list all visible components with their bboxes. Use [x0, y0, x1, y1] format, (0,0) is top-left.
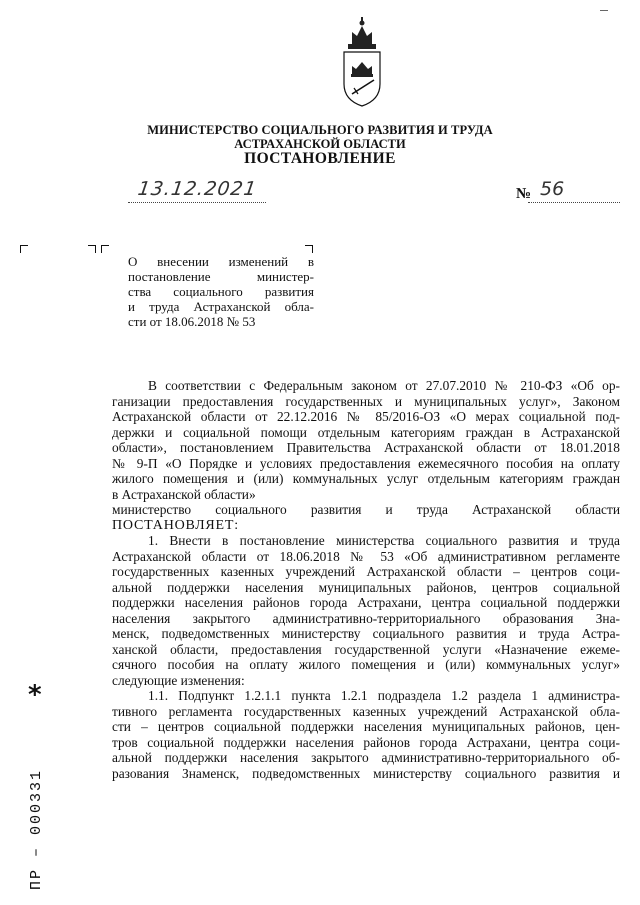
document-date: 13.12.2021	[136, 178, 259, 200]
item11-line: разования Знаменск, подведомственных министерству социального развития и	[112, 765, 620, 781]
body-line: держки и социальной помощи отдельным категориям граждан в Астраханской	[112, 424, 620, 440]
body-line: в Астраханской области»	[112, 486, 256, 502]
item1-line: альной поддержки населения муниципальных районов, центров социальной	[112, 579, 620, 595]
number-sign: №	[516, 186, 532, 202]
subject-line: и труда Астраханской обла-	[128, 299, 314, 314]
item11-line: альной поддержки населения закрытого административно-территориального об-	[112, 750, 620, 765]
corner-tick-mid-right	[88, 245, 96, 253]
ministry-title-line2: АСТРАХАНСКОЙ ОБЛАСТИ	[234, 137, 406, 151]
date-underline	[128, 202, 266, 203]
subject-line: постановление министер-	[128, 269, 314, 284]
item1-line: государственных казенных учреждений Астраханской области – центров соци-	[112, 564, 620, 579]
subject-line: О внесении изменений в	[128, 254, 314, 269]
item1-line: следующие изменения:	[112, 672, 245, 688]
side-code-text: ПР – 000331	[28, 768, 45, 890]
item11-line: тров социальной поддержки населения районов города Астрахани, центра соци-	[112, 734, 620, 750]
item1-line: менск, подведомственных министерству социального развития и труда Астра-	[112, 626, 620, 641]
body-line: ганизации предоставления государственных и муниципальных услуг», Законом	[112, 393, 620, 409]
item1-line: 1. Внести в постановление министерства социального развития и труда	[148, 533, 620, 548]
body-line: В соответствии с Федеральным законом от 27.07.2010 № 210-ФЗ «Об ор-	[148, 378, 620, 393]
coat-of-arms-emblem	[338, 14, 386, 110]
corner-tick-right	[305, 245, 313, 253]
corner-tick-mid-left	[101, 245, 109, 253]
subject-line: сти от 18.06.2018 № 53	[128, 314, 256, 329]
body-line: № 9-П «О Порядке и условиях предоставления ежемесячного пособия на оплату	[112, 455, 620, 471]
item1-line: поддержки населения районов города Астрахани, центра социальной поддержки	[112, 595, 620, 610]
number-underline	[528, 202, 620, 203]
body-line: Астраханской области от 22.12.2016 № 85/2016-ОЗ «О мерах социальной под-	[112, 409, 620, 424]
item11-line: тивного регламента государственных казенных учреждений Астраханской обла-	[112, 703, 620, 719]
document-body	[112, 378, 620, 781]
ministry-title-line1: МИНИСТЕРСТВО СОЦИАЛЬНОГО РАЗВИТИЯ И ТРУДА	[147, 123, 493, 137]
document-type-title: ПОСТАНОВЛЕНИЕ	[244, 150, 396, 167]
item1-line: населения закрытого административно-территориального образования Зна-	[112, 610, 620, 626]
issuer-line: министерство социального развития и труда Астраханской области	[112, 502, 620, 517]
item1-line: сячного пособия на оплату жилого помещения и (или) коммунальных услуг»	[112, 657, 620, 672]
subject-line: ства социального развития	[128, 284, 314, 299]
side-registration-code	[10, 700, 50, 900]
document-number: 56	[540, 178, 565, 200]
item1-line: ханской области, предоставления государственной услуги «Назначение ежеме-	[112, 641, 620, 657]
body-line: области», постановлением Правительства Астраханской области от 18.01.2018	[112, 440, 620, 455]
decree-word: ПОСТАНОВЛЯЕТ:	[112, 517, 239, 533]
margin-mark	[600, 10, 608, 12]
item1-line: Астраханской области от 18.06.2018 № 53 «Об административном регламенте	[112, 548, 620, 564]
body-line: жилого помещения и (или) коммунальных услуг отдельным категориям граждан	[112, 471, 620, 486]
item11-line: сти – центров социальной поддержки населения муниципальных районов, цен-	[112, 719, 620, 734]
item11-line: 1.1. Подпункт 1.2.1.1 пункта 1.2.1 подраздела 1.2 раздела 1 администра-	[148, 688, 620, 703]
corner-tick-left	[20, 245, 28, 253]
subject-block	[128, 254, 314, 329]
side-asterisk-mark: *	[28, 680, 42, 710]
